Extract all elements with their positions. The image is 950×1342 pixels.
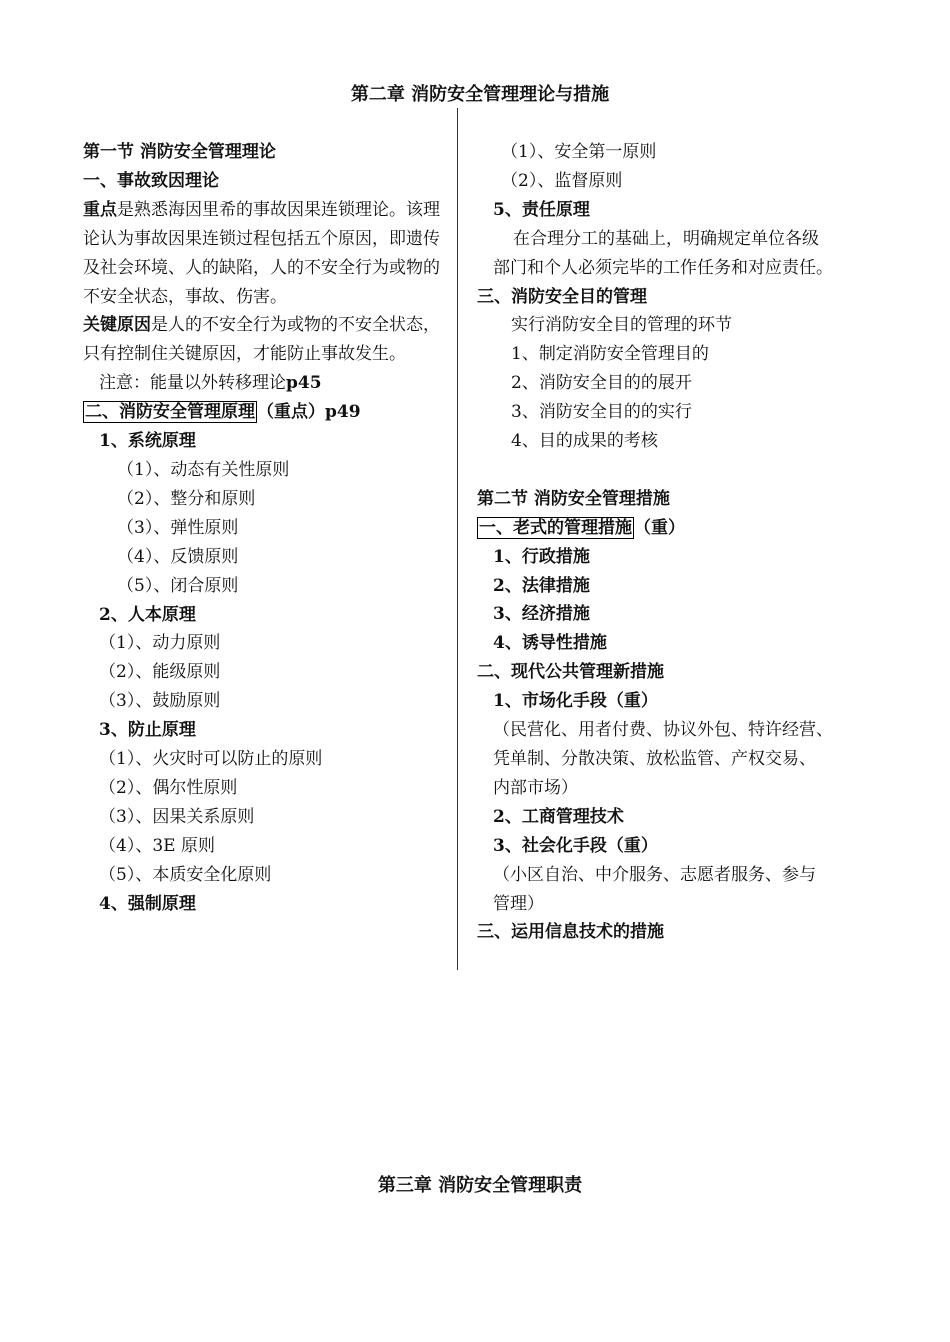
list-item: 3、消防安全目的的实行 [511, 402, 692, 423]
human-principle-title: 2、人本原理 [99, 604, 196, 625]
list-item: （3）、因果关系原则 [99, 806, 255, 827]
prevention-principle-title: 3、防止原理 [99, 720, 196, 741]
list-item: （1）、动态有关性原则 [117, 459, 290, 480]
key-cause-label: 关键原因 [83, 315, 151, 336]
list-item: （4）、反馈原则 [117, 546, 239, 567]
list-item: （3）、鼓励原则 [99, 691, 221, 712]
list-item: （3）、弹性原则 [117, 517, 239, 538]
key-cause-text: 是人的不安全行为或物的不安全状态，只有控制住关键原因，才能防止事故发生。 [83, 315, 440, 365]
heading-traditional-measures [477, 514, 897, 543]
list-item: （4）、3E 原则 [99, 835, 215, 856]
responsibility-principle-title: 5、责任原理 [493, 199, 590, 220]
chapter-2-title: 第二章 消防安全管理理论与措施 [350, 84, 610, 105]
heading-suffix: （重） [634, 517, 685, 538]
responsibility-text-line: 在合理分工的基础上，明确规定单位各级 [513, 228, 819, 249]
enforcement-principle-title: 4、强制原理 [99, 893, 196, 914]
responsibility-text-line: 部门和个人必须完毕的工作任务和对应责任。 [493, 257, 833, 278]
market-means-line: 内部市场） [493, 777, 578, 798]
paragraph-key-point [83, 196, 451, 312]
boxed-heading: 一、老式的管理措施 [479, 517, 632, 538]
list-item: （2）、整分和原则 [117, 488, 256, 509]
list-item: （1）、动力原则 [99, 633, 221, 654]
key-point-text: 是熟悉海因里希的事故因果连锁理论。该理论认为事故因果连锁过程包括五个原因，即遗传及社会环境、人的缺陷，人的不安全行为或物的不安全状态，事故、伤害。 [83, 199, 440, 307]
list-item: （2）、能级原则 [99, 662, 221, 683]
system-principle-title: 1、系统原理 [99, 431, 196, 452]
paragraph-key-cause [83, 311, 451, 369]
social-means-title: 3、社会化手段（重） [493, 835, 658, 856]
social-means-line: 管理） [493, 893, 544, 914]
heading-target-management: 三、消防安全目的管理 [477, 286, 647, 307]
left-column [83, 138, 451, 918]
list-item: （5）、本质安全化原则 [99, 864, 272, 885]
list-item: 4、诱导性措施 [493, 633, 607, 654]
list-item: 2、法律措施 [493, 575, 590, 596]
key-point-label: 重点 [83, 199, 117, 220]
boxed-heading: 二、消防安全管理原理 [85, 402, 255, 423]
business-management-title: 2、工商管理技术 [493, 806, 624, 827]
list-item: 1、制定消防安全管理目的 [511, 344, 709, 365]
heading-modern-measures: 二、现代公共管理新措施 [477, 662, 664, 683]
market-means-line: 凭单制、分散决策、放松监管、产权交易、 [493, 749, 816, 770]
section-1-title: 第一节 消防安全管理理论 [83, 142, 276, 162]
target-intro: 实行消防安全目的管理的环节 [511, 315, 732, 336]
market-means-title: 1、市场化手段（重） [493, 691, 658, 712]
list-item: 2、消防安全目的的展开 [511, 373, 692, 394]
social-means-line: （小区自治、中介服务、志愿者服务、参与 [493, 864, 816, 885]
note-text: 注意：能量以外转移理论 [99, 373, 286, 394]
list-item: 3、经济措施 [493, 604, 590, 625]
list-item: （2）、监督原则 [501, 170, 623, 191]
list-item: （1）、火灾时可以防止的原则 [99, 749, 323, 770]
list-item: 4、目的成果的考核 [511, 431, 658, 452]
spacer [477, 456, 897, 485]
list-item: 1、行政措施 [493, 546, 590, 567]
list-item: （2）、偶尔性原则 [99, 777, 238, 798]
list-item: （1）、安全第一原则 [501, 142, 657, 162]
heading-accident-theory: 一、事故致因理论 [83, 170, 219, 191]
section-2-title: 第二节 消防安全管理措施 [477, 488, 670, 509]
note-page: p45 [286, 373, 322, 394]
list-item: （5）、闭合原则 [117, 575, 239, 596]
chapter-3-title: 第三章 消防安全管理职责 [377, 1175, 583, 1196]
heading-suffix: （重点）p49 [257, 402, 361, 423]
heading-management-principles [83, 398, 451, 427]
market-means-line: （民营化、用者付费、协议外包、特许经营、 [493, 720, 833, 741]
note-line [83, 369, 451, 398]
right-column [477, 138, 897, 947]
column-divider [457, 108, 458, 970]
heading-information-technology: 三、运用信息技术的措施 [477, 922, 664, 943]
